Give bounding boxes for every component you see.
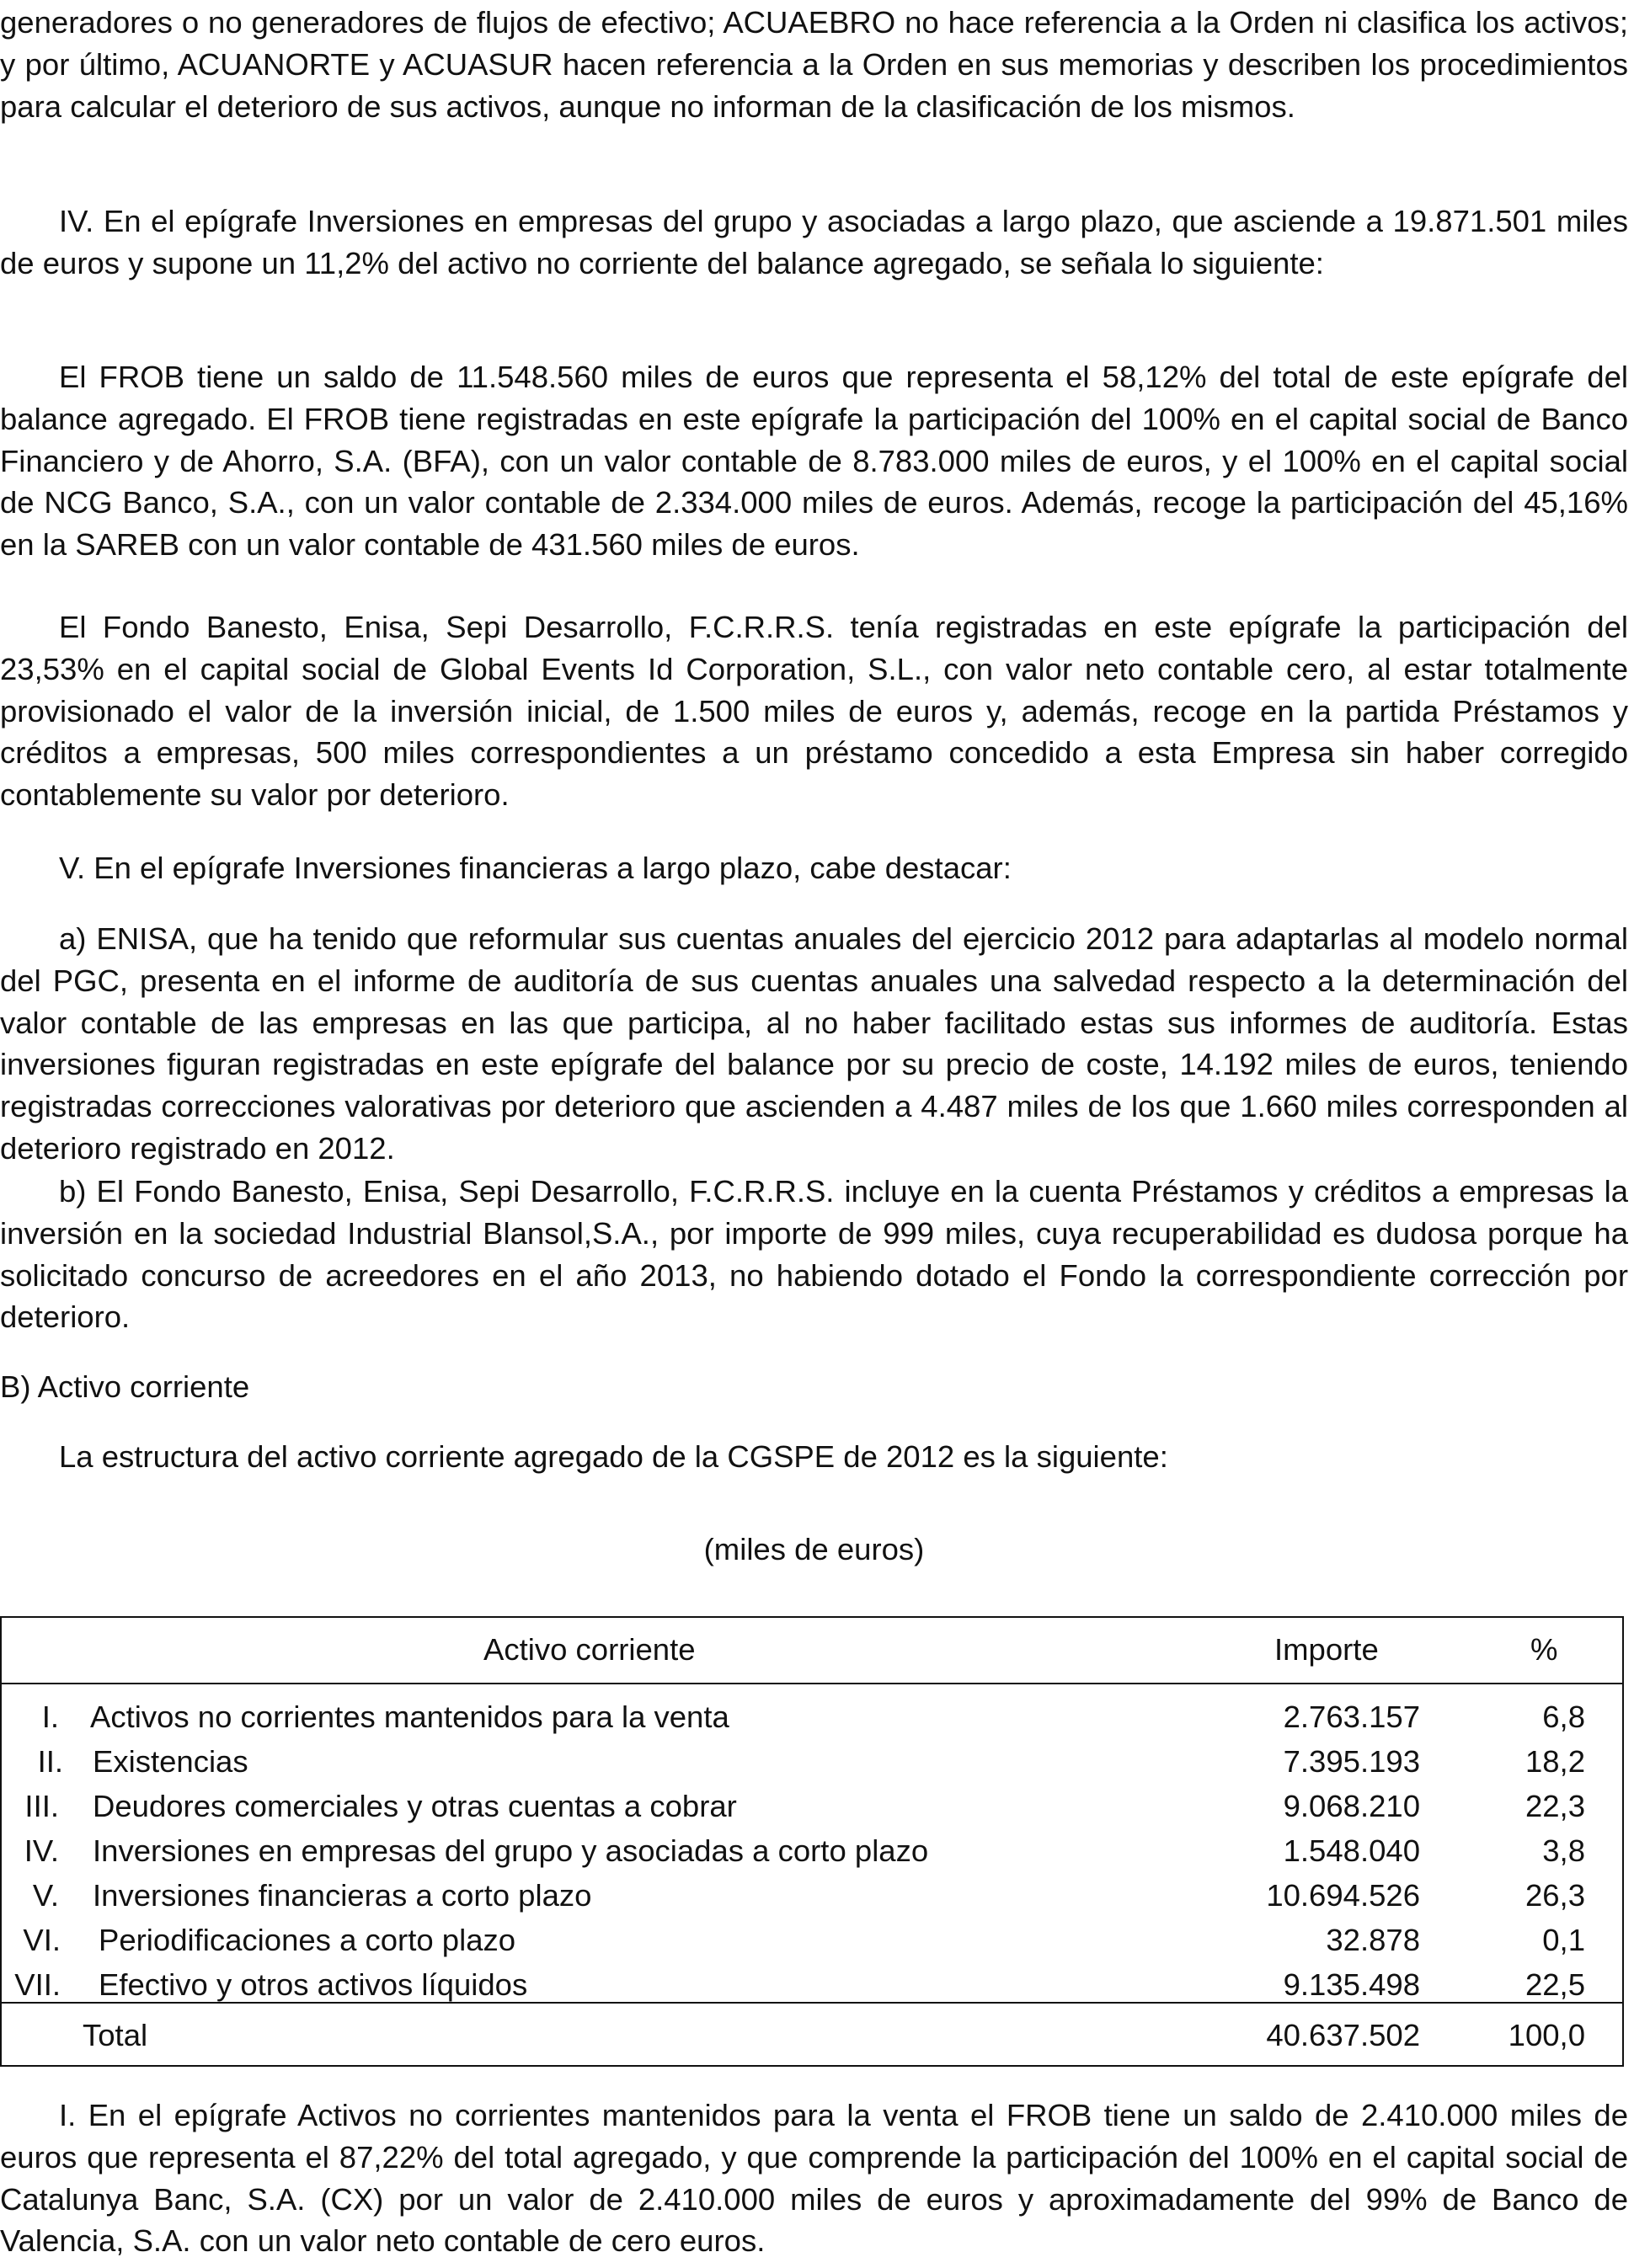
total-percent: 100,0 — [1508, 2018, 1585, 2052]
row-number: I. — [41, 1700, 59, 1734]
row-amount: 7.395.193 — [1283, 1744, 1420, 1779]
row-number: IV. — [24, 1833, 59, 1868]
row-label: Periodificaciones a corto plazo — [99, 1923, 516, 1957]
table-row — [2, 1828, 1622, 1873]
row-amount: 9.135.498 — [1283, 1967, 1420, 2002]
total-amount: 40.637.502 — [1266, 2018, 1420, 2052]
row-number: VII. — [14, 1967, 61, 2002]
row-amount: 2.763.157 — [1283, 1700, 1420, 1734]
header-percent: % — [1530, 1632, 1558, 1667]
row-percent: 3,8 — [1542, 1833, 1585, 1868]
row-label: Deudores comerciales y otras cuentas a cobrar — [93, 1789, 737, 1823]
table-row — [2, 1694, 1622, 1739]
paragraph-frob-saldo: El FROB tiene un saldo de 11.548.560 miles de euros que representa el 58,12% del total de este epígrafe del balance agregado. El FROB tiene registradas en este epígrafe la participación del 100% en el capital social de Banco Financiero y de Ahorro, S.A. (BFA), con un valor contable de 8.783.000 miles de euros, y el 100% en el capital social de NCG Banco, S.A., con un valor contable de 2.334.000 miles de euros. Además, recoge la participación del 45,16% en la SAREB con un valor contable de 431.560 miles de euros. — [0, 360, 1628, 563]
row-label: Existencias — [93, 1744, 248, 1779]
paragraph-v-inversiones-financieras: V. En el epígrafe Inversiones financieras a largo plazo, cabe destacar: — [59, 851, 1012, 885]
table-header-row — [2, 1618, 1622, 1684]
table-total-row — [2, 2002, 1622, 2068]
paragraph-estructura-activo: La estructura del activo corriente agregado de la CGSPE de 2012 es la siguiente: — [59, 1439, 1168, 1474]
row-label: Efectivo y otros activos líquidos — [99, 1967, 528, 2002]
row-label: Inversiones financieras a corto plazo — [93, 1878, 592, 1913]
row-amount: 9.068.210 — [1283, 1789, 1420, 1823]
row-amount: 32.878 — [1326, 1923, 1420, 1957]
table-row — [2, 1784, 1622, 1828]
paragraph-iv-inversiones-grupo: IV. En el epígrafe Inversiones en empresas del grupo y asociadas a largo plazo, que asciende a 19.871.501 miles de euros y supone un 11,2% del activo no corriente del balance agregado, se señala lo siguiente: — [0, 204, 1628, 280]
table-row — [2, 1739, 1622, 1784]
total-label: Total — [83, 2018, 148, 2052]
table-row — [2, 1962, 1622, 2007]
row-label: Activos no corrientes mantenidos para la venta — [90, 1700, 729, 1734]
row-percent: 26,3 — [1525, 1878, 1585, 1913]
row-percent: 6,8 — [1542, 1700, 1585, 1734]
row-label: Inversiones en empresas del grupo y asociadas a corto plazo — [93, 1833, 929, 1868]
header-importe: Importe — [1274, 1632, 1379, 1667]
row-amount: 10.694.526 — [1266, 1878, 1420, 1913]
row-percent: 22,3 — [1525, 1789, 1585, 1823]
row-number: V. — [32, 1878, 59, 1913]
row-amount: 1.548.040 — [1283, 1833, 1420, 1868]
table-row — [2, 1918, 1622, 1962]
paragraph-continuation: generadores o no generadores de flujos de efectivo; ACUAEBRO no hace referencia a la Orden ni clasifica los activos; y por último, ACUANORTE y ACUASUR hacen referencia a la Orden en sus memorias y describen los procedimientos para calcular el deterioro de sus activos, aunque no informan de la clasificación de los mismos. — [0, 5, 1628, 124]
row-percent: 0,1 — [1542, 1923, 1585, 1957]
row-number: III. — [24, 1789, 59, 1823]
row-percent: 18,2 — [1525, 1744, 1585, 1779]
header-activo-corriente: Activo corriente — [483, 1632, 696, 1667]
table-row — [2, 1873, 1622, 1918]
row-number: II. — [37, 1744, 63, 1779]
row-percent: 22,5 — [1525, 1967, 1585, 2002]
paragraph-a-enisa: a) ENISA, que ha tenido que reformular sus cuentas anuales del ejercicio 2012 para adaptarlas al modelo normal del PGC, presenta en el informe de auditoría de sus cuentas anuales una salvedad respecto a la determinación del valor contable de las empresas en las que participa, al no haber facilitado estas sus informes de auditoría. Estas inversiones figuran registradas en este epígrafe del balance por su precio de coste, 14.192 miles de euros, teniendo registradas correcciones valorativas por deterioro que ascienden a 4.487 miles de los que 1.660 miles corresponden al deterioro registrado en 2012. — [0, 921, 1628, 1166]
row-number: VI. — [23, 1923, 61, 1957]
paragraph-fondo-banesto: El Fondo Banesto, Enisa, Sepi Desarrollo, F.C.R.R.S. tenía registradas en este epígrafe la participación del 23,53% en el capital social de Global Events Id Corporation, S.L., con valor neto contable cero, al estar totalmente provisionado el valor de la inversión inicial, de 1.500 miles de euros y, además, recoge en la partida Préstamos y créditos a empresas, 500 miles correspondientes a un préstamo concedido a esta Empresa sin haber corregido contablemente su valor por deterioro. — [0, 610, 1628, 813]
section-heading-activo-corriente: B) Activo corriente — [0, 1369, 250, 1404]
activo-corriente-table — [0, 1616, 1624, 2067]
paragraph-i-activos-venta: I. En el epígrafe Activos no corrientes mantenidos para la venta el FROB tiene un saldo de 2.410.000 miles de euros que representa el 87,22% del total agregado, y que comprende la participación del 100% en el capital social de Catalunya Banc, S.A. (CX) por un valor de 2.410.000 miles de euros y aproximadamente del 99% de Banco de Valencia, S.A. con un valor neto contable de cero euros. — [0, 2098, 1628, 2259]
paragraph-b-fondo-banesto: b) El Fondo Banesto, Enisa, Sepi Desarrollo, F.C.R.R.S. incluye en la cuenta Préstamos y créditos a empresas la inversión en la sociedad Industrial Blansol,S.A., por importe de 999 miles, cuya recuperabilidad es dudosa porque ha solicitado concurso de acreedores en el año 2013, no habiendo dotado el Fondo la correspondiente corrección por deterioro. — [0, 1174, 1628, 1335]
table-caption: (miles de euros) — [703, 1532, 925, 1566]
